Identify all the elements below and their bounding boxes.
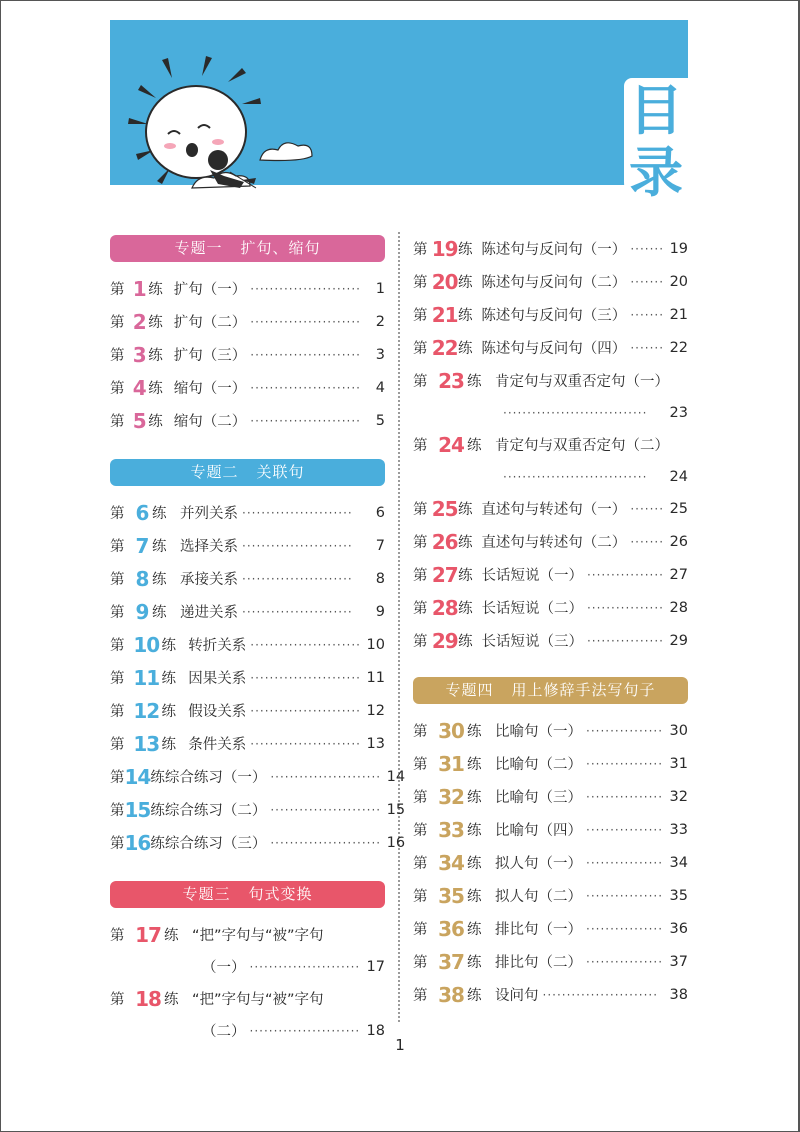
lesson-number: 5 — [132, 408, 146, 433]
lesson-number: 30 — [438, 718, 464, 743]
di-label: 第 — [413, 955, 428, 971]
entry-page: 3 — [375, 346, 385, 363]
entry-title: 扩句（三） — [173, 348, 247, 364]
leader-dots: ················ — [586, 600, 664, 615]
header-banner — [110, 20, 688, 204]
entry-title: 直述句与转述句（二） — [481, 535, 627, 551]
column-divider — [398, 232, 400, 1022]
entry-title: 陈述句与反问句（二） — [481, 275, 627, 291]
leader-dots: ················ — [586, 567, 664, 582]
toc-entry[interactable] — [413, 945, 688, 978]
entry-title: 扩句（二） — [173, 315, 247, 331]
toc-entry[interactable] — [110, 305, 385, 338]
entry-title-line2: （一） — [202, 960, 246, 976]
toc-entry[interactable] — [413, 428, 688, 461]
lian-label: 练 — [467, 922, 482, 938]
toc-entry[interactable] — [413, 232, 688, 265]
lian-label: 练 — [467, 374, 482, 390]
lesson-number: 3 — [132, 342, 146, 367]
entry-title: 递进关系 — [180, 605, 238, 621]
entry-page: 18 — [366, 1022, 385, 1039]
lian-label: 练 — [150, 836, 165, 852]
entry-page: 14 — [386, 768, 406, 785]
lesson-number: 4 — [132, 375, 146, 400]
entry-page: 16 — [386, 834, 406, 851]
di-label: 第 — [110, 572, 125, 588]
toc-entry[interactable] — [110, 918, 385, 951]
lesson-number: 26 — [431, 529, 458, 554]
lian-label: 练 — [152, 539, 167, 555]
entry-page: 28 — [669, 599, 688, 616]
section-title: 关联句 — [256, 463, 305, 481]
toc-entry[interactable] — [413, 492, 688, 525]
entry-title: 缩句（一） — [173, 381, 247, 397]
di-label: 第 — [413, 502, 428, 518]
di-label: 第 — [413, 922, 428, 938]
lian-label: 练 — [458, 568, 473, 584]
toc-entry[interactable] — [413, 331, 688, 364]
entry-page: 4 — [375, 379, 385, 396]
section-title: 用上修辞手法写句子 — [511, 681, 656, 699]
leader-dots: ················ — [586, 789, 664, 804]
lesson-number: 28 — [431, 595, 458, 620]
lesson-number: 21 — [431, 302, 458, 327]
entry-title: 肯定句与双重否定句（二） — [495, 438, 669, 454]
lian-label: 练 — [458, 634, 473, 650]
lesson-number: 1 — [132, 276, 146, 301]
page-number: 1 — [395, 1036, 405, 1054]
toc-entry-continuation[interactable] — [413, 397, 688, 428]
lian-label: 练 — [467, 757, 482, 773]
di-label: 第 — [110, 381, 125, 397]
entry-title: 陈述句与反问句（四） — [481, 341, 627, 357]
entry-page: 19 — [669, 240, 689, 257]
entry-page: 32 — [669, 788, 688, 805]
entry-title: 排比句（二） — [495, 955, 582, 971]
lian-label: 练 — [467, 955, 482, 971]
lesson-number: 8 — [135, 566, 149, 591]
lian-label: 练 — [164, 928, 179, 944]
entry-page: 22 — [669, 339, 689, 356]
entry-page: 21 — [669, 306, 689, 323]
leader-dots: ······················· — [250, 413, 361, 428]
lian-label: 练 — [150, 803, 165, 819]
toc-entry[interactable] — [413, 591, 688, 624]
di-label: 第 — [413, 856, 428, 872]
entry-title: 综合练习（三） — [164, 836, 267, 852]
entry-page: 1 — [375, 280, 385, 297]
entry-page: 9 — [375, 603, 385, 620]
entry-page: 2 — [375, 313, 385, 330]
toc-entry[interactable] — [413, 265, 688, 298]
entry-page: 10 — [366, 636, 385, 653]
leader-dots: ······················· — [270, 835, 382, 850]
section-title: 句式变换 — [248, 885, 313, 903]
lesson-number: 34 — [438, 850, 464, 875]
lian-label: 练 — [467, 988, 482, 1004]
lesson-number: 27 — [431, 562, 458, 587]
di-label: 第 — [413, 438, 428, 454]
di-label: 第 — [110, 737, 125, 753]
entry-title: 综合练习（一） — [164, 770, 267, 786]
di-label: 第 — [413, 242, 428, 258]
lesson-number: 10 — [133, 632, 160, 657]
toc-entry[interactable] — [413, 298, 688, 331]
entry-title: 条件关系 — [188, 737, 247, 753]
section-header-3[interactable] — [110, 881, 385, 908]
toc-entry[interactable] — [110, 628, 385, 661]
lian-label: 练 — [457, 275, 473, 291]
leader-dots: ······· — [630, 534, 665, 549]
entry-page: 23 — [669, 404, 688, 421]
lian-label: 练 — [148, 414, 163, 430]
lesson-number: 15 — [124, 797, 151, 822]
lian-label: 练 — [467, 724, 482, 740]
toc-entry[interactable] — [413, 525, 688, 558]
entry-page: 12 — [366, 702, 385, 719]
toc-entry[interactable] — [110, 595, 385, 628]
lian-label: 练 — [164, 992, 179, 1008]
leader-dots: ······················· — [250, 736, 361, 751]
leader-dots: ······················· — [249, 959, 361, 974]
di-label: 第 — [413, 601, 428, 617]
di-label: 第 — [110, 928, 125, 944]
toc-entry[interactable] — [413, 813, 688, 846]
section-name: 专题一 — [174, 239, 223, 257]
entry-page: 29 — [669, 632, 688, 649]
lesson-number: 36 — [438, 916, 464, 941]
lian-label: 练 — [150, 770, 165, 786]
lesson-number: 37 — [438, 949, 464, 974]
lesson-number: 35 — [438, 883, 464, 908]
toc-entry-continuation[interactable] — [413, 461, 688, 492]
lian-label: 练 — [457, 502, 473, 518]
leader-dots: ················ — [586, 756, 664, 771]
toc-entry[interactable] — [110, 496, 385, 529]
lian-label: 练 — [152, 572, 167, 588]
entry-title-line2: （二） — [202, 1024, 246, 1040]
toc-entry[interactable] — [413, 747, 688, 780]
entry-page: 36 — [669, 920, 688, 937]
entry-title: 并列关系 — [180, 506, 238, 522]
lesson-number: 14 — [124, 764, 151, 789]
entry-title: 比喻句（二） — [495, 757, 582, 773]
entry-page: 8 — [375, 570, 385, 587]
lesson-number: 7 — [135, 533, 149, 558]
section-name: 专题三 — [182, 885, 231, 903]
entry-page: 24 — [669, 468, 688, 485]
lesson-number: 9 — [135, 599, 149, 624]
entry-page: 38 — [669, 986, 688, 1003]
lian-label: 练 — [457, 341, 473, 357]
leader-dots: ······················· — [250, 281, 361, 296]
leader-dots: ················ — [586, 633, 664, 648]
entry-title: 扩句（一） — [173, 282, 247, 298]
di-label: 第 — [413, 757, 428, 773]
entry-title: 缩句（二） — [173, 414, 247, 430]
leader-dots: ······· — [630, 274, 665, 289]
entry-page: 15 — [386, 801, 406, 818]
lian-label: 练 — [161, 704, 177, 720]
leader-dots: ······················· — [242, 604, 353, 619]
di-label: 第 — [413, 823, 428, 839]
toc-entry[interactable] — [413, 714, 688, 747]
section-header-4[interactable] — [413, 677, 688, 704]
di-label: 第 — [413, 988, 428, 1004]
leader-dots: ················ — [586, 954, 664, 969]
leader-dots: ······················· — [250, 637, 361, 652]
leader-dots: ················ — [586, 888, 664, 903]
lesson-number: 38 — [438, 982, 464, 1007]
lesson-number: 22 — [431, 335, 458, 360]
entry-title: 长话短说（三） — [481, 634, 583, 650]
lesson-number: 16 — [124, 830, 151, 855]
toc-title — [624, 78, 688, 214]
lesson-number: 18 — [135, 986, 161, 1011]
entry-page: 26 — [669, 533, 689, 550]
toc-entry[interactable] — [110, 826, 406, 859]
entry-page: 13 — [366, 735, 385, 752]
di-label: 第 — [110, 836, 125, 852]
entry-page: 31 — [669, 755, 688, 772]
leader-dots: ······························ — [503, 469, 648, 484]
toc-title-char: 目 — [629, 79, 683, 142]
leader-dots: ················ — [586, 723, 664, 738]
di-label: 第 — [110, 704, 125, 720]
di-label: 第 — [110, 348, 125, 364]
section-name: 专题二 — [190, 463, 239, 481]
entry-page: 30 — [669, 722, 688, 739]
di-label: 第 — [110, 770, 125, 786]
di-label: 第 — [413, 568, 428, 584]
lian-label: 练 — [148, 381, 163, 397]
leader-dots: ······· — [630, 340, 665, 355]
entry-page: 11 — [366, 669, 385, 686]
lesson-number: 23 — [438, 368, 464, 393]
entry-title: 承接关系 — [180, 572, 238, 588]
lesson-number: 20 — [431, 269, 458, 294]
entry-title: 比喻句（一） — [495, 724, 582, 740]
section-header-1[interactable] — [110, 235, 385, 262]
entry-page: 25 — [669, 500, 689, 517]
lesson-number: 6 — [135, 500, 149, 525]
entry-page: 7 — [375, 537, 385, 554]
toc-entry[interactable] — [110, 982, 385, 1015]
lian-label: 练 — [467, 823, 482, 839]
entry-title: “把”字句与“被”字句 — [192, 992, 324, 1008]
lian-label: 练 — [457, 535, 473, 551]
toc-entry[interactable] — [110, 760, 406, 793]
toc-entry[interactable] — [413, 780, 688, 813]
entry-title: 肯定句与双重否定句（一） — [495, 374, 669, 390]
leader-dots: ······················· — [250, 380, 361, 395]
di-label: 第 — [413, 535, 428, 551]
sun-and-child-illustration — [110, 20, 410, 185]
entry-page: 34 — [669, 854, 688, 871]
leader-dots: ······················· — [250, 347, 361, 362]
toc-entry[interactable] — [413, 558, 688, 591]
entry-page: 35 — [669, 887, 688, 904]
lesson-number: 31 — [438, 751, 464, 776]
entry-page: 6 — [375, 504, 385, 521]
entry-page: 37 — [669, 953, 688, 970]
lesson-number: 13 — [133, 731, 160, 756]
lesson-number: 2 — [132, 309, 146, 334]
entry-page: 27 — [669, 566, 688, 583]
lian-label: 练 — [457, 308, 473, 324]
leader-dots: ······················· — [250, 314, 361, 329]
leader-dots: ······························ — [503, 405, 648, 420]
lian-label: 练 — [148, 348, 163, 364]
leader-dots: ················ — [586, 822, 664, 837]
leader-dots: ······· — [630, 501, 665, 516]
entry-title: 转折关系 — [188, 638, 247, 654]
di-label: 第 — [110, 992, 125, 1008]
toc-entry[interactable] — [110, 727, 385, 760]
entry-title: 因果关系 — [188, 671, 247, 687]
section-title: 扩句、缩句 — [240, 239, 321, 257]
leader-dots: ················ — [586, 921, 664, 936]
lian-label: 练 — [457, 242, 473, 258]
lesson-number: 33 — [438, 817, 464, 842]
lesson-number: 24 — [438, 432, 464, 457]
lesson-number: 12 — [133, 698, 160, 723]
entry-title: 排比句（一） — [495, 922, 582, 938]
leader-dots: ······· — [630, 241, 665, 256]
lian-label: 练 — [467, 790, 482, 806]
lian-label: 练 — [467, 856, 482, 872]
lian-label: 练 — [467, 438, 482, 454]
leader-dots: ······················· — [242, 505, 353, 520]
di-label: 第 — [110, 671, 125, 687]
toc-right-column — [413, 232, 688, 1011]
toc-entry[interactable] — [413, 364, 688, 397]
lian-label: 练 — [161, 737, 177, 753]
toc-entry[interactable] — [110, 272, 385, 305]
lesson-number: 11 — [133, 665, 160, 690]
entry-title: “把”字句与“被”字句 — [192, 928, 324, 944]
leader-dots: ······················· — [250, 703, 361, 718]
leader-dots: ······················· — [270, 769, 382, 784]
entry-title: 设问句 — [495, 988, 539, 1004]
di-label: 第 — [413, 790, 428, 806]
lian-label: 练 — [152, 605, 167, 621]
toc-entry[interactable] — [413, 912, 688, 945]
lesson-number: 19 — [431, 236, 458, 261]
di-label: 第 — [413, 634, 428, 650]
di-label: 第 — [413, 275, 428, 291]
section-name: 专题四 — [445, 681, 494, 699]
leader-dots: ······················· — [270, 802, 382, 817]
di-label: 第 — [413, 724, 428, 740]
leader-dots: ························ — [542, 987, 659, 1002]
di-label: 第 — [110, 605, 125, 621]
leader-dots: ······················· — [242, 571, 353, 586]
entry-title: 长话短说（二） — [481, 601, 583, 617]
di-label: 第 — [413, 889, 428, 905]
entry-page: 17 — [366, 958, 385, 975]
toc-entry[interactable] — [110, 661, 385, 694]
entry-title: 长话短说（一） — [481, 568, 583, 584]
entry-title: 陈述句与反问句（一） — [481, 242, 627, 258]
lesson-number: 25 — [431, 496, 458, 521]
entry-title: 比喻句（三） — [495, 790, 582, 806]
leader-dots: ······················· — [242, 538, 353, 553]
di-label: 第 — [110, 282, 125, 298]
toc-entry[interactable] — [110, 404, 385, 437]
toc-title-char: 录 — [629, 141, 683, 204]
toc-entry[interactable] — [413, 978, 688, 1011]
lian-label: 练 — [161, 671, 177, 687]
di-label: 第 — [110, 506, 125, 522]
toc-entry[interactable] — [110, 529, 385, 562]
leader-dots: ······················· — [250, 670, 361, 685]
leader-dots: ······· — [630, 307, 665, 322]
di-label: 第 — [110, 414, 125, 430]
entry-title: 拟人句（二） — [495, 889, 582, 905]
toc-entry[interactable] — [413, 879, 688, 912]
entry-page: 20 — [669, 273, 689, 290]
section-header-2[interactable] — [110, 459, 385, 486]
entry-title: 选择关系 — [180, 539, 238, 555]
di-label: 第 — [413, 308, 428, 324]
entry-page: 5 — [375, 412, 385, 429]
entry-title: 假设关系 — [188, 704, 247, 720]
toc-entry[interactable] — [413, 846, 688, 879]
entry-title: 综合练习（二） — [164, 803, 267, 819]
toc-entry[interactable] — [110, 793, 406, 826]
entry-page: 33 — [669, 821, 688, 838]
lesson-number: 17 — [135, 922, 161, 947]
lian-label: 练 — [161, 638, 177, 654]
di-label: 第 — [110, 803, 125, 819]
toc-entry[interactable] — [110, 562, 385, 595]
toc-entry[interactable] — [413, 624, 688, 657]
lian-label: 练 — [148, 282, 163, 298]
entry-title: 比喻句（四） — [495, 823, 582, 839]
lian-label: 练 — [148, 315, 163, 331]
di-label: 第 — [413, 374, 428, 390]
toc-entry[interactable] — [110, 694, 385, 727]
toc-entry[interactable] — [110, 371, 385, 404]
toc-left-column — [110, 235, 406, 1046]
toc-entry[interactable] — [110, 338, 385, 371]
entry-title: 拟人句（一） — [495, 856, 582, 872]
lian-label: 练 — [467, 889, 482, 905]
di-label: 第 — [110, 638, 125, 654]
di-label: 第 — [110, 539, 125, 555]
entry-title: 直述句与转述句（一） — [481, 502, 627, 518]
di-label: 第 — [413, 341, 428, 357]
lesson-number: 32 — [438, 784, 464, 809]
lesson-number: 29 — [431, 628, 458, 653]
di-label: 第 — [110, 315, 125, 331]
lian-label: 练 — [458, 601, 473, 617]
leader-dots: ················ — [586, 855, 664, 870]
entry-title: 陈述句与反问句（三） — [481, 308, 627, 324]
toc-entry-continuation[interactable] — [110, 951, 385, 982]
leader-dots: ······················· — [249, 1023, 361, 1038]
lian-label: 练 — [152, 506, 167, 522]
